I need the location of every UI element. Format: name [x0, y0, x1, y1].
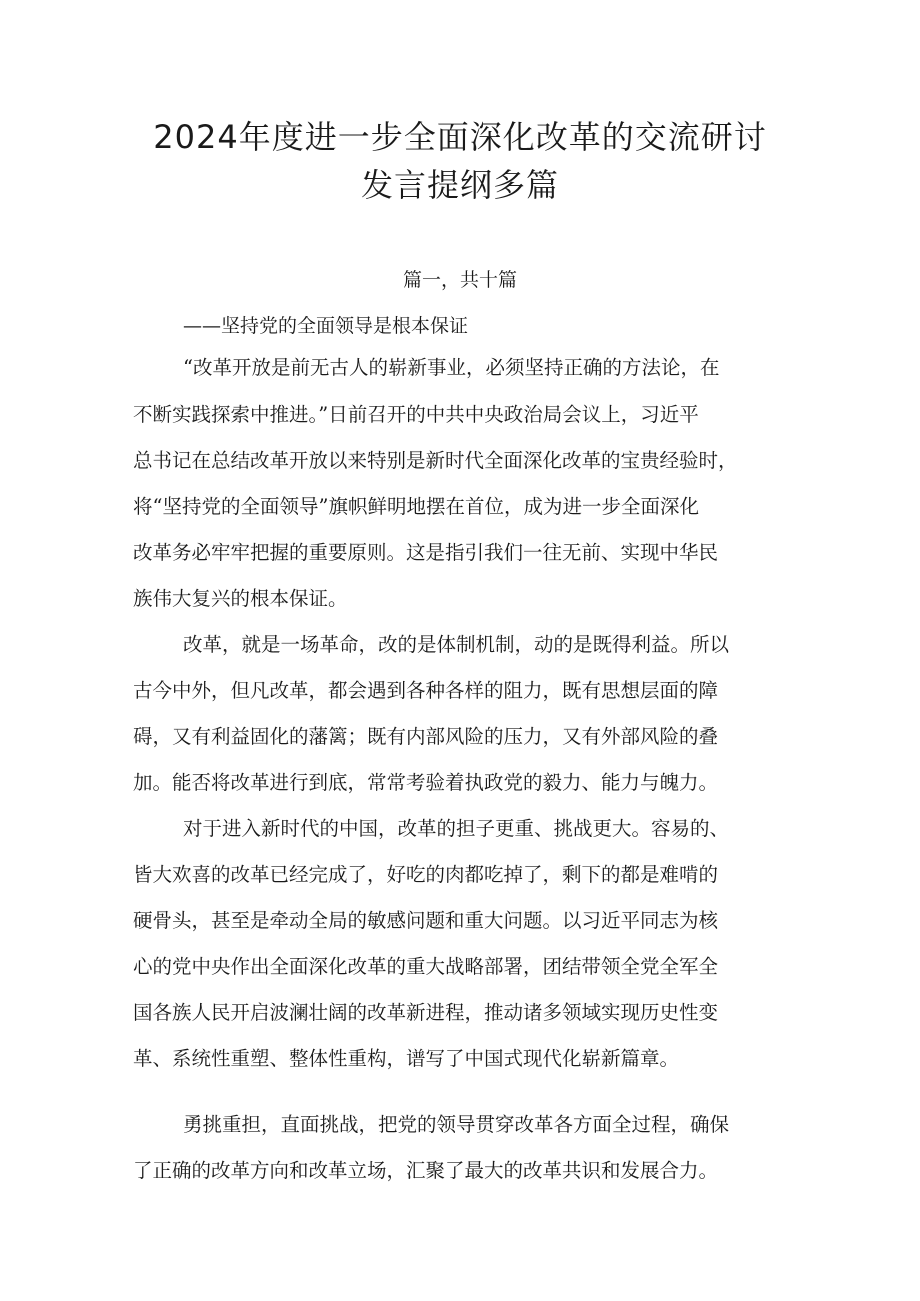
paragraph-1-line: “改革开放是前无古人的崭新事业，必须坚持正确的方法论，在 [183, 356, 720, 379]
section-tagline: ——坚持党的全面领导是根本保证 [183, 315, 469, 337]
document-title-line-2: 发言提纲多篇 [360, 166, 559, 204]
paragraph-3-line: 心的党中央作出全面深化改革的重大战略部署，团结带领全党全军全 [133, 955, 719, 978]
paragraph-2-line: 改革，就是一场革命，改的是体制机制，动的是既得利益。所以 [183, 633, 730, 656]
section-heading: 篇一，共十篇 [402, 269, 517, 291]
paragraph-3-line: 对于进入新时代的中国，改革的担子更重、挑战更大。容易的、 [183, 817, 730, 840]
paragraph-4-line: 了正确的改革方向和改革立场，汇聚了最大的改革共识和发展合力。 [133, 1159, 719, 1182]
paragraph-3-line: 皆大欢喜的改革已经完成了，好吃的肉都吃掉了，剩下的都是难啃的 [133, 863, 719, 886]
paragraph-1-line: 将“坚持党的全面领导”旗帜鲜明地摆在首位，成为进一步全面深化 [133, 495, 699, 518]
paragraph-1-line: 总书记在总结改革开放以来特别是新时代全面深化改革的宝贵经验时， [133, 449, 738, 472]
document-title-line-1: 2024年度进一步全面深化改革的交流研讨 [153, 118, 767, 156]
paragraph-2-line: 古今中外，但凡改革，都会遇到各种各样的阻力，既有思想层面的障 [133, 679, 719, 702]
paragraph-2-line: 碍，又有利益固化的藩篱；既有内部风险的压力，又有外部风险的叠 [133, 725, 719, 748]
paragraph-3-line: 革、系统性重塑、整体性重构，谱写了中国式现代化崭新篇章。 [133, 1047, 680, 1070]
paragraph-3-line: 硬骨头，甚至是牵动全局的敏感问题和重大问题。以习近平同志为核 [133, 909, 719, 932]
paragraph-1-line: 改革务必牢牢把握的重要原则。这是指引我们一往无前、实现中华民 [133, 541, 719, 564]
paragraph-3-line: 国各族人民开启波澜壮阔的改革新进程，推动诸多领域实现历史性变 [133, 1001, 719, 1024]
paragraph-1-line: 族伟大复兴的根本保证。 [133, 587, 348, 610]
paragraph-1-line: 不断实践探索中推进。”日前召开的中共中央政治局会议上，习近平 [133, 403, 699, 426]
paragraph-2-line: 加。能否将改革进行到底，常常考验着执政党的毅力、能力与魄力。 [133, 771, 719, 794]
paragraph-4-line: 勇挑重担，直面挑战，把党的领导贯穿改革各方面全过程，确保 [183, 1113, 730, 1136]
